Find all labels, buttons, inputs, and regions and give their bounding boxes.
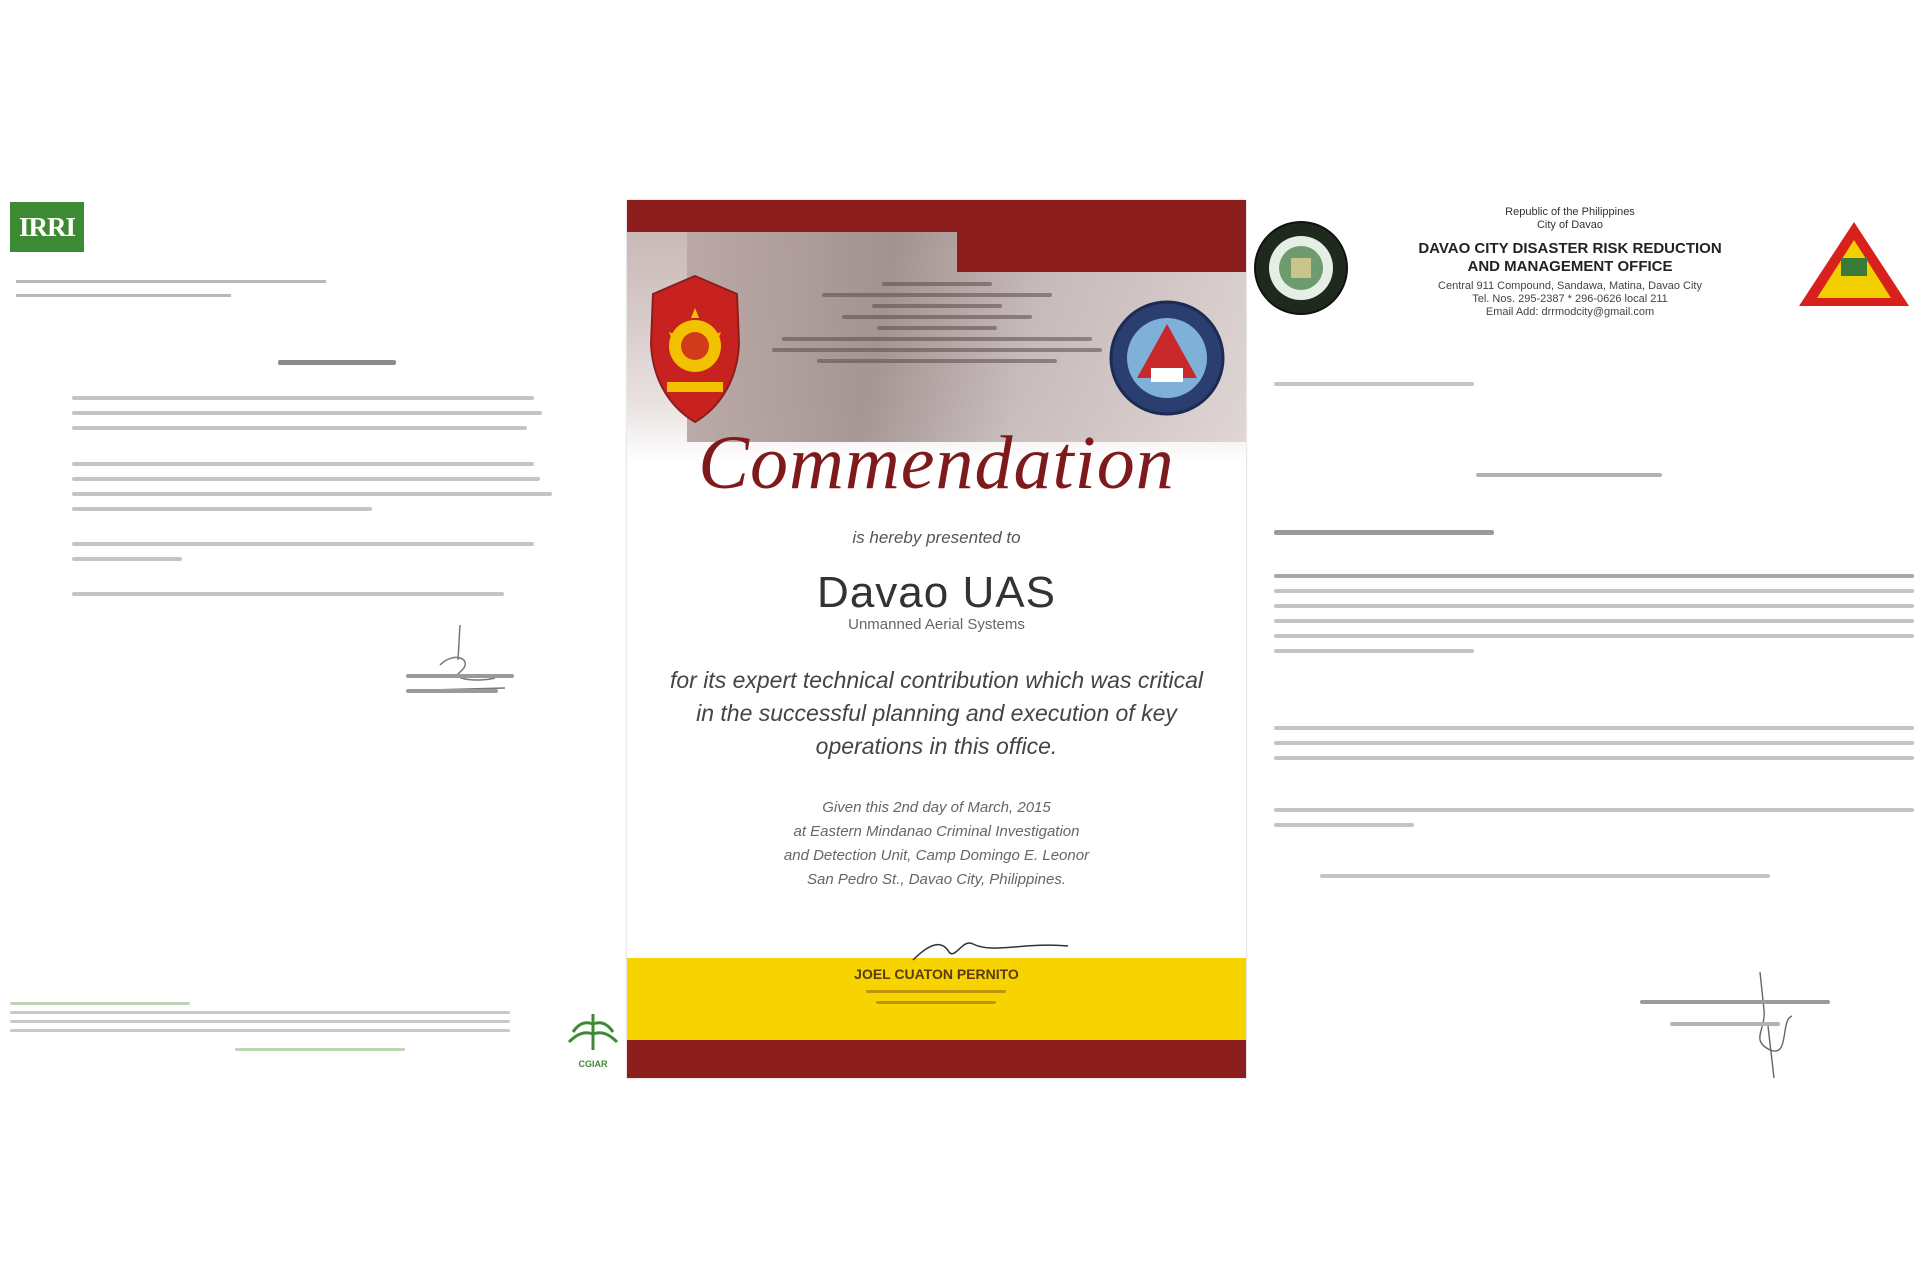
- irri-heading-line: [278, 360, 396, 365]
- office-title: DAVAO CITY DISASTER RISK REDUCTION AND MANAGEMENT OFFICE: [1418, 240, 1722, 275]
- recipient-name: Davao UAS: [817, 568, 1056, 617]
- cgiar-label: CGIAR: [578, 1059, 608, 1069]
- given-statement: Given this 2nd day of March, 2015 at Eastern Mindanao Criminal Investigation and Detection Unit, Camp Domingo E. Leonor San Pedro St., Davao City, Philippines.: [783, 799, 1090, 888]
- certificate-heading-line: [1476, 473, 1662, 477]
- recipient-subtitle: Unmanned Aerial Systems: [848, 616, 1025, 633]
- davao-city-seal-icon: [1253, 220, 1349, 316]
- irri-certification: [0, 200, 622, 1078]
- presented-line: is hereby presented to: [852, 528, 1021, 547]
- signatory-title-lines: [846, 990, 1026, 1012]
- cgiar-leaf-icon: [565, 1010, 621, 1054]
- irri-signatory-lines: [406, 674, 526, 704]
- to-whom-it-may-concern-line: [1274, 530, 1494, 535]
- commendation-body: for its expert technical contribution which was critical in the successful planning and execution of key operations in this office.: [669, 667, 1204, 759]
- signatory-name: JOEL CUATON PERNITO: [854, 966, 1019, 982]
- irri-org-lines: [16, 274, 326, 297]
- cdrrmo-certificate: [1250, 200, 1920, 1078]
- cidg-seal-icon: [1107, 298, 1227, 418]
- irri-logo: IRRI: [10, 202, 84, 252]
- issuing-office-header: [767, 282, 1107, 370]
- letterhead-top: Republic of the Philippines City of Davao: [1505, 206, 1635, 231]
- commendation-signature-icon: [903, 930, 1073, 970]
- drrm-paragraph-3: [1274, 808, 1914, 838]
- cdrrmo-triangle-logo-icon: [1795, 218, 1913, 310]
- irri-paragraph-1: [72, 396, 572, 441]
- drrm-issued-line: [1320, 874, 1820, 889]
- commendation-certificate: [627, 200, 1246, 1078]
- signatory-name-line: [1640, 1000, 1830, 1004]
- drrm-paragraph-1: [1274, 574, 1914, 664]
- pnp-badge-icon: [647, 274, 743, 424]
- office-contact: Central 911 Compound, Sandawa, Matina, Davao City Tel. Nos. 295-2387 * 296-0626 local 211 Email Add: drrmodcity@gmail.com: [1438, 280, 1702, 318]
- commendation-title: Commendation: [698, 421, 1175, 505]
- irri-given-line: [72, 592, 572, 607]
- reference-number-line: [1274, 382, 1474, 386]
- drrm-paragraph-2: [1274, 726, 1914, 771]
- bottom-maroon-bar: [627, 1040, 1246, 1078]
- signatory-title-line: [1670, 1022, 1780, 1026]
- irri-paragraph-3: [72, 542, 572, 572]
- cgiar-logo: [558, 1010, 628, 1069]
- irri-paragraph-2: [72, 462, 572, 522]
- irri-footer: [10, 1002, 530, 1057]
